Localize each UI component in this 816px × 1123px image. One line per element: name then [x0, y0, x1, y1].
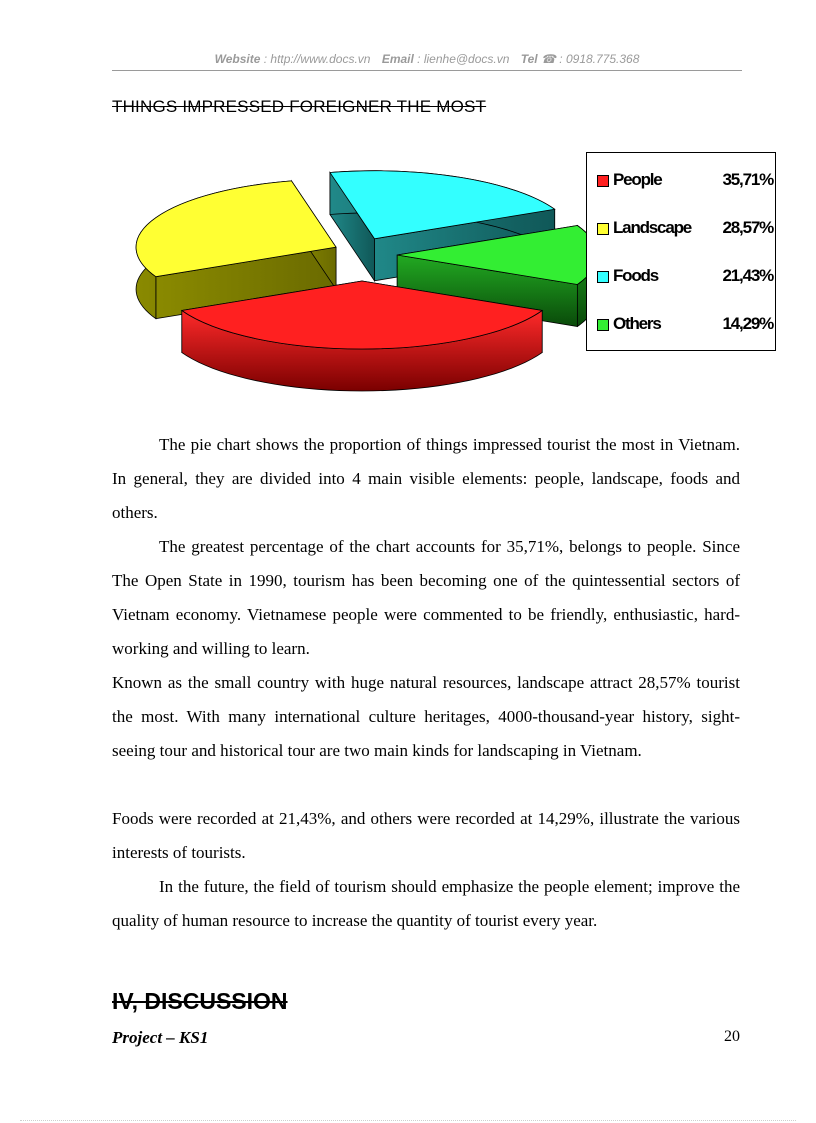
- legend-label: Landscape: [613, 218, 692, 237]
- chart-legend: [586, 152, 776, 351]
- paragraph-future: In the future, the field of tourism should emphasize the people element; improve the quality of human resource to increase the quantity of tourist every year.: [112, 877, 740, 930]
- paragraph-people: The greatest percentage of the chart accounts for 35,71%, belongs to people. Since The Open State in 1990, tourism has been becoming one of the quintessential sectors of Vietnam economy. Vietnamese people were commented to be friendly, enthusiastic, hard-working and willing to learn.: [112, 537, 740, 658]
- phone-icon: ☎: [541, 52, 556, 66]
- paragraph-landscape: Known as the small country with huge natural resources, landscape attract 28,57% tourist the most. With many international culture heritages, 4000-thousand-year history, sight-seeing tour and historical tour are two main kinds for landscaping in Vietnam.: [112, 673, 740, 760]
- paragraph-foods-others: Foods were recorded at 21,43%, and others were recorded at 14,29%, illustrate the various interests of tourists.: [112, 809, 740, 862]
- legend-swatch: [597, 223, 609, 235]
- legend-value: 21,43%: [722, 266, 773, 285]
- legend-value: 35,71%: [722, 170, 773, 189]
- paragraph-intro: The pie chart shows the proportion of things impressed tourist the most in Vietnam. In general, they are divided into 4 main visible elements: people, landscape, foods and others.: [112, 435, 740, 522]
- legend-item-others: [595, 314, 773, 336]
- legend-swatch: [597, 175, 609, 187]
- legend-label: Foods: [613, 266, 658, 285]
- legend-value: 14,29%: [722, 314, 773, 333]
- section-title: THINGS IMPRESSED FOREIGNER THE MOST: [112, 97, 487, 116]
- legend-label: Others: [613, 314, 661, 333]
- website-label: Website: [214, 52, 261, 66]
- email-label: Email: [381, 52, 414, 66]
- bottom-rule: [20, 1120, 796, 1121]
- legend-item-people: [595, 170, 773, 192]
- discussion-heading: IV, DISCUSSION: [112, 988, 288, 1014]
- website-value: : http://www.docs.vn: [263, 52, 371, 66]
- legend-swatch: [597, 319, 609, 331]
- tel-value: : 0918.775.368: [559, 52, 640, 66]
- legend-label: People: [613, 170, 662, 189]
- page-header: [112, 52, 742, 71]
- legend-item-foods: [595, 266, 773, 288]
- footer-project: Project – KS1: [112, 1028, 209, 1047]
- page-number: 20: [724, 1028, 740, 1045]
- legend-item-landscape: [595, 218, 773, 240]
- legend-swatch: [597, 271, 609, 283]
- legend-value: 28,57%: [722, 218, 773, 237]
- tel-label: Tel: [520, 52, 538, 66]
- email-value: : lienhe@docs.vn: [417, 52, 510, 66]
